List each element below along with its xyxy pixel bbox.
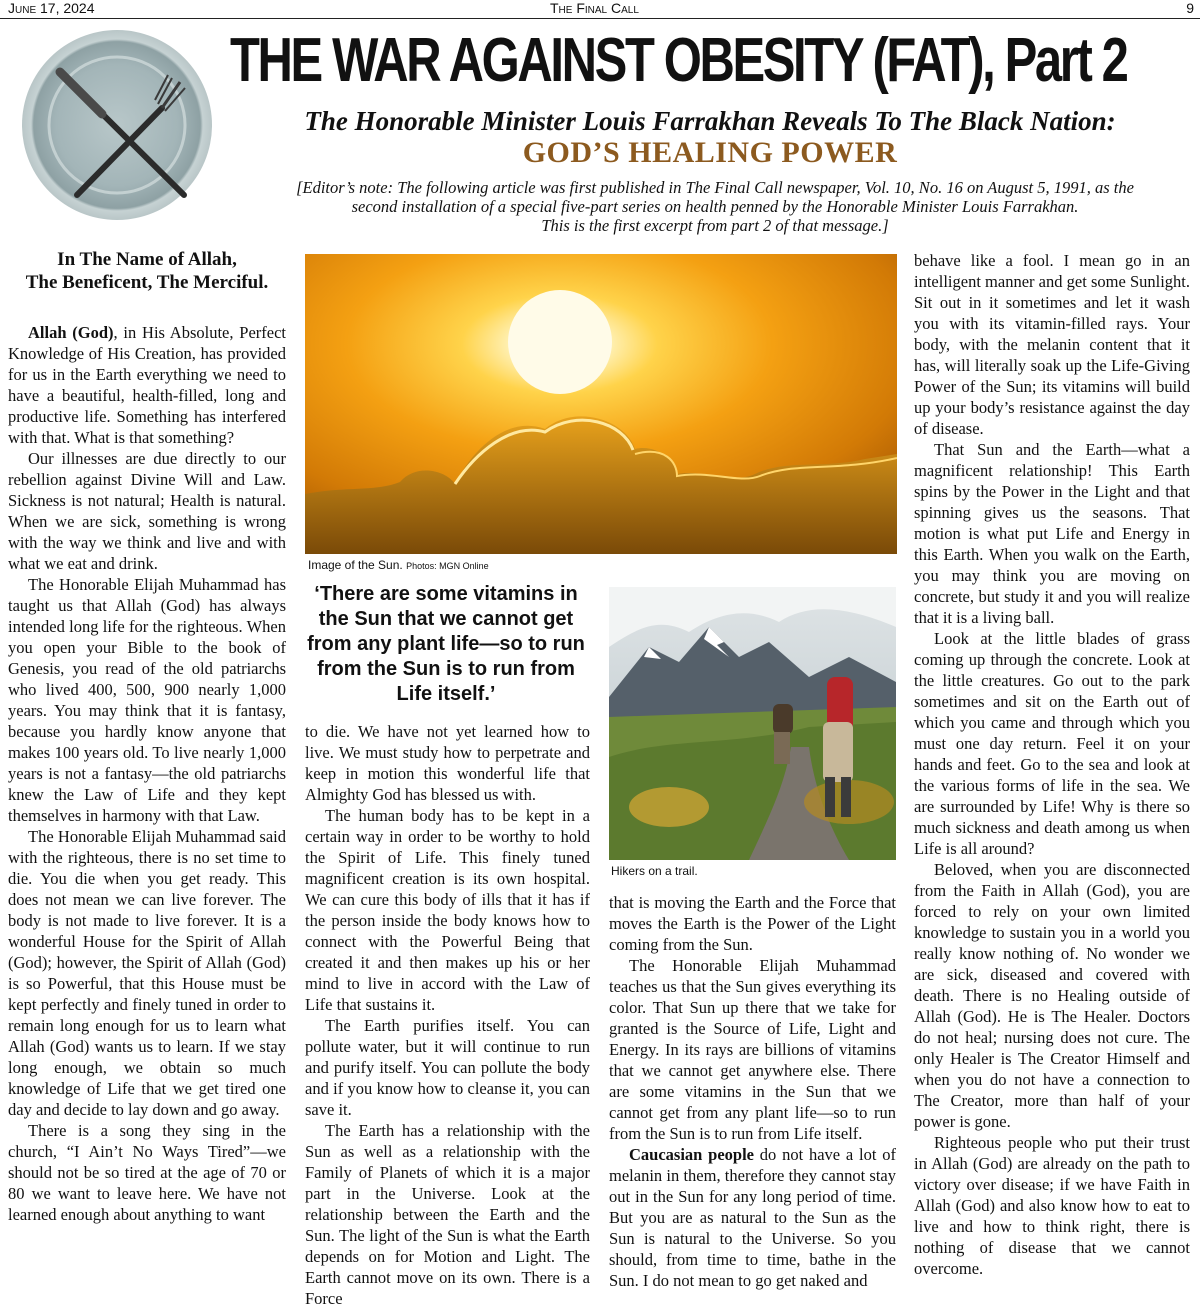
issue-date: June 17, 2024 — [8, 0, 95, 16]
sun-photo-caption: Image of the Sun. Photos: MGN Online — [308, 558, 489, 572]
hikers-photo-caption: Hikers on a trail. — [611, 864, 698, 878]
paragraph: The Honorable Elijah Muhammad has taught us that Allah (God) has always intended long life for the righteous. When you open your Bible to the book of Genesis, you read of the old patriarchs who lived 400, 500, 900 nearly 1,000 years. You may think that it is fantasy, because you hardly know anyone that makes 100 years old. To live nearly 1,000 years is not a fantasy—the old patriarchs knew the Law of Life and they kept themselves in harmony with that Law. — [8, 575, 286, 825]
invocation-line: In The Name of Allah, — [57, 249, 237, 270]
paragraph: Beloved, when you are disconnected from the Faith in Allah (God), you are forced to rely on your own limited knowledge to sustain you in a world you really know nothing of. No wonder we are sick, diseased and covered with death. There is no Healing outside of Allah (God). He is The Healer. Doctors do not heal; nursing does not cure. The only Healer is The Creator Himself and when you do not have a connection to The Creator, more than half of your power is gone. — [914, 860, 1190, 1131]
publication-name: The Final Call — [550, 0, 639, 16]
invocation-line: The Beneficent, The Merciful. — [25, 272, 269, 293]
cutlery-icon — [22, 30, 212, 220]
paragraph: Our illnesses are due directly to our rebellion against Divine Will and Law. Sickness is not natural; Health is natural. When we are sick, something is wrong with the way we think and live and with what we eat and drink. — [8, 449, 286, 573]
article-column-2 — [305, 721, 590, 1309]
pull-quote: ‘There are some vitamins in the Sun that we cannot get from any plant life—so to run from the Sun is to run from Life itself.’ — [307, 583, 585, 705]
article-column-4 — [914, 250, 1190, 1279]
paragraph: That Sun and the Earth—what a magnificent relationship! This Earth spins by the Power in the Light and that spinning gives us the seasons. That motion is what put Life and Energy in this Earth. When you walk on the Earth, you may think you are moving on concrete, but study it and you will realize that it is a living ball. — [914, 440, 1190, 627]
paragraph: There is a song they sing in the church, “I Ain’t No Ways Tired”—we should not be so tired at the age of 70 or 80 we want to leave here. We have not learned enough about anything to want — [8, 1121, 286, 1224]
editor-note — [250, 178, 1180, 235]
paragraph: Allah (God), in His Absolute, Perfect Knowledge of His Creation, has provided for us in the Earth everything we need to have a beautiful, health-filled, long and productive life. Something has interfered with that. What is that something? — [8, 323, 286, 447]
lead-in: Caucasian people — [629, 1145, 754, 1164]
paragraph: Righteous people who put their trust in Allah (God) are already on the path to victory over disease; if we have Faith in Allah (God) and also know how to eat to live and how to think right, there is nothing of disease that we cannot overcome. — [914, 1133, 1190, 1278]
paragraph: Look at the little blades of grass coming up through the concrete. Look at the little creatures. Go out to the park sometimes and sit on the Earth out of which you came and through which you must one day return. Feel it on your hands and feet. Go to the sea and look at the various forms of life in the sea. We are surrounded by Life! Why is there so much sickness and death among us when Life is all around? — [914, 629, 1190, 858]
paragraph: The human body has to be kept in a certain way in order to be worthy to hold the Spirit of Life. This finely tuned magnificent creation is its own hospital. We can cure this body of ills that it has if the person inside the body knows how to connect with the Powerful Being that created it and then makes up his or her mind to live in accord with the Law of Life that sustains it. — [305, 806, 590, 1014]
editor-note-line: second installation of a special five-part series on health penned by the Honorable Minister Louis Farrakhan. — [351, 197, 1079, 216]
photo-credit: Photos: MGN Online — [406, 561, 489, 571]
paragraph: The Honorable Elijah Muhammad teaches us that the Sun gives everything its color. That Sun up there that we take for granted is the Source of Life, Light and Energy. In its rays are billions of vitamins that we cannot get anywhere else. There are some vitamins in the Sun that we cannot get from any plant life—so to run from the Sun is to run from Life itself. — [609, 956, 896, 1143]
invocation — [8, 248, 286, 294]
kicker: The Honorable Minister Louis Farrakhan Reveals To The Black Nation: — [304, 106, 1116, 136]
page-folio — [0, 0, 1200, 19]
plate-with-crossed-cutlery-image — [22, 30, 212, 220]
sun-photo — [305, 254, 897, 554]
article-column-3 — [609, 892, 896, 1291]
page-number: 9 — [1186, 0, 1194, 16]
article-column-1 — [8, 322, 286, 1225]
paragraph: The Honorable Elijah Muhammad said with the righteous, there is no set time to die. You die when you get ready. This does not mean we can live forever. The body is not made to live forever. It is a wonderful House for the Spirit of Allah (God); however, the Spirit of Allah (God) is so Powerful, that this House must be kept perfectly and finely tuned in order to remain long enough for us to learn what Allah (God) wants us to learn. If we stay long enough, we obtain so much knowledge of Life that we get tired one day and decide to lay down and go away. — [8, 827, 286, 1119]
headline: THE WAR AGAINST OBESITY (FAT), Part 2 — [230, 26, 1127, 95]
hikers-photo — [609, 587, 896, 860]
deck-title: GOD’S HEALING POWER — [522, 136, 898, 169]
paragraph: to die. We have not yet learned how to live. We must study how to perpetrate and keep in motion this wonderful life that Almighty God has blessed us with. — [305, 722, 590, 804]
paragraph: that is moving the Earth and the Force that moves the Earth is the Power of the Light coming from the Sun. — [609, 893, 896, 954]
paragraph: behave like a fool. I mean go in an intelligent manner and get some Sunlight. Sit out in it sometimes and let it wash you with its vitamin-filled rays. Your body, with the melanin content that it has, will literally soak up the Life-Giving Power of the Sun; its vitamins will build up your body’s resistance against the day of disease. — [914, 251, 1190, 438]
paragraph: Caucasian people do not have a lot of melanin in them, therefore they cannot stay out in the Sun for any long period of time. But you are as natural to the Sun as the Sun is natural to the Universe. So you should, from time to time, bathe in the Sun. I do not mean to go get naked and — [609, 1145, 896, 1290]
editor-note-line: [Editor’s note: The following article was first published in The Final Call newspaper, Vol. 10, No. 16 on August 5, 1991, as the — [296, 178, 1134, 197]
lead-in: Allah (God) — [28, 323, 114, 342]
paragraph: The Earth has a relationship with the Sun as well as a relationship with the Family of Planets of which it is a major part in the Universe. Look at the relationship between the Earth and the Sun. The light of the Sun is what the Earth depends on for Motion and Light. The Earth cannot move on its own. There is a Force — [305, 1121, 590, 1308]
paragraph: The Earth purifies itself. You can pollute water, but it will continue to run and purify itself. You can pollute the body and if you know how to cleanse it, you can save it. — [305, 1016, 590, 1119]
editor-note-line: This is the first excerpt from part 2 of that message.] — [541, 216, 889, 235]
